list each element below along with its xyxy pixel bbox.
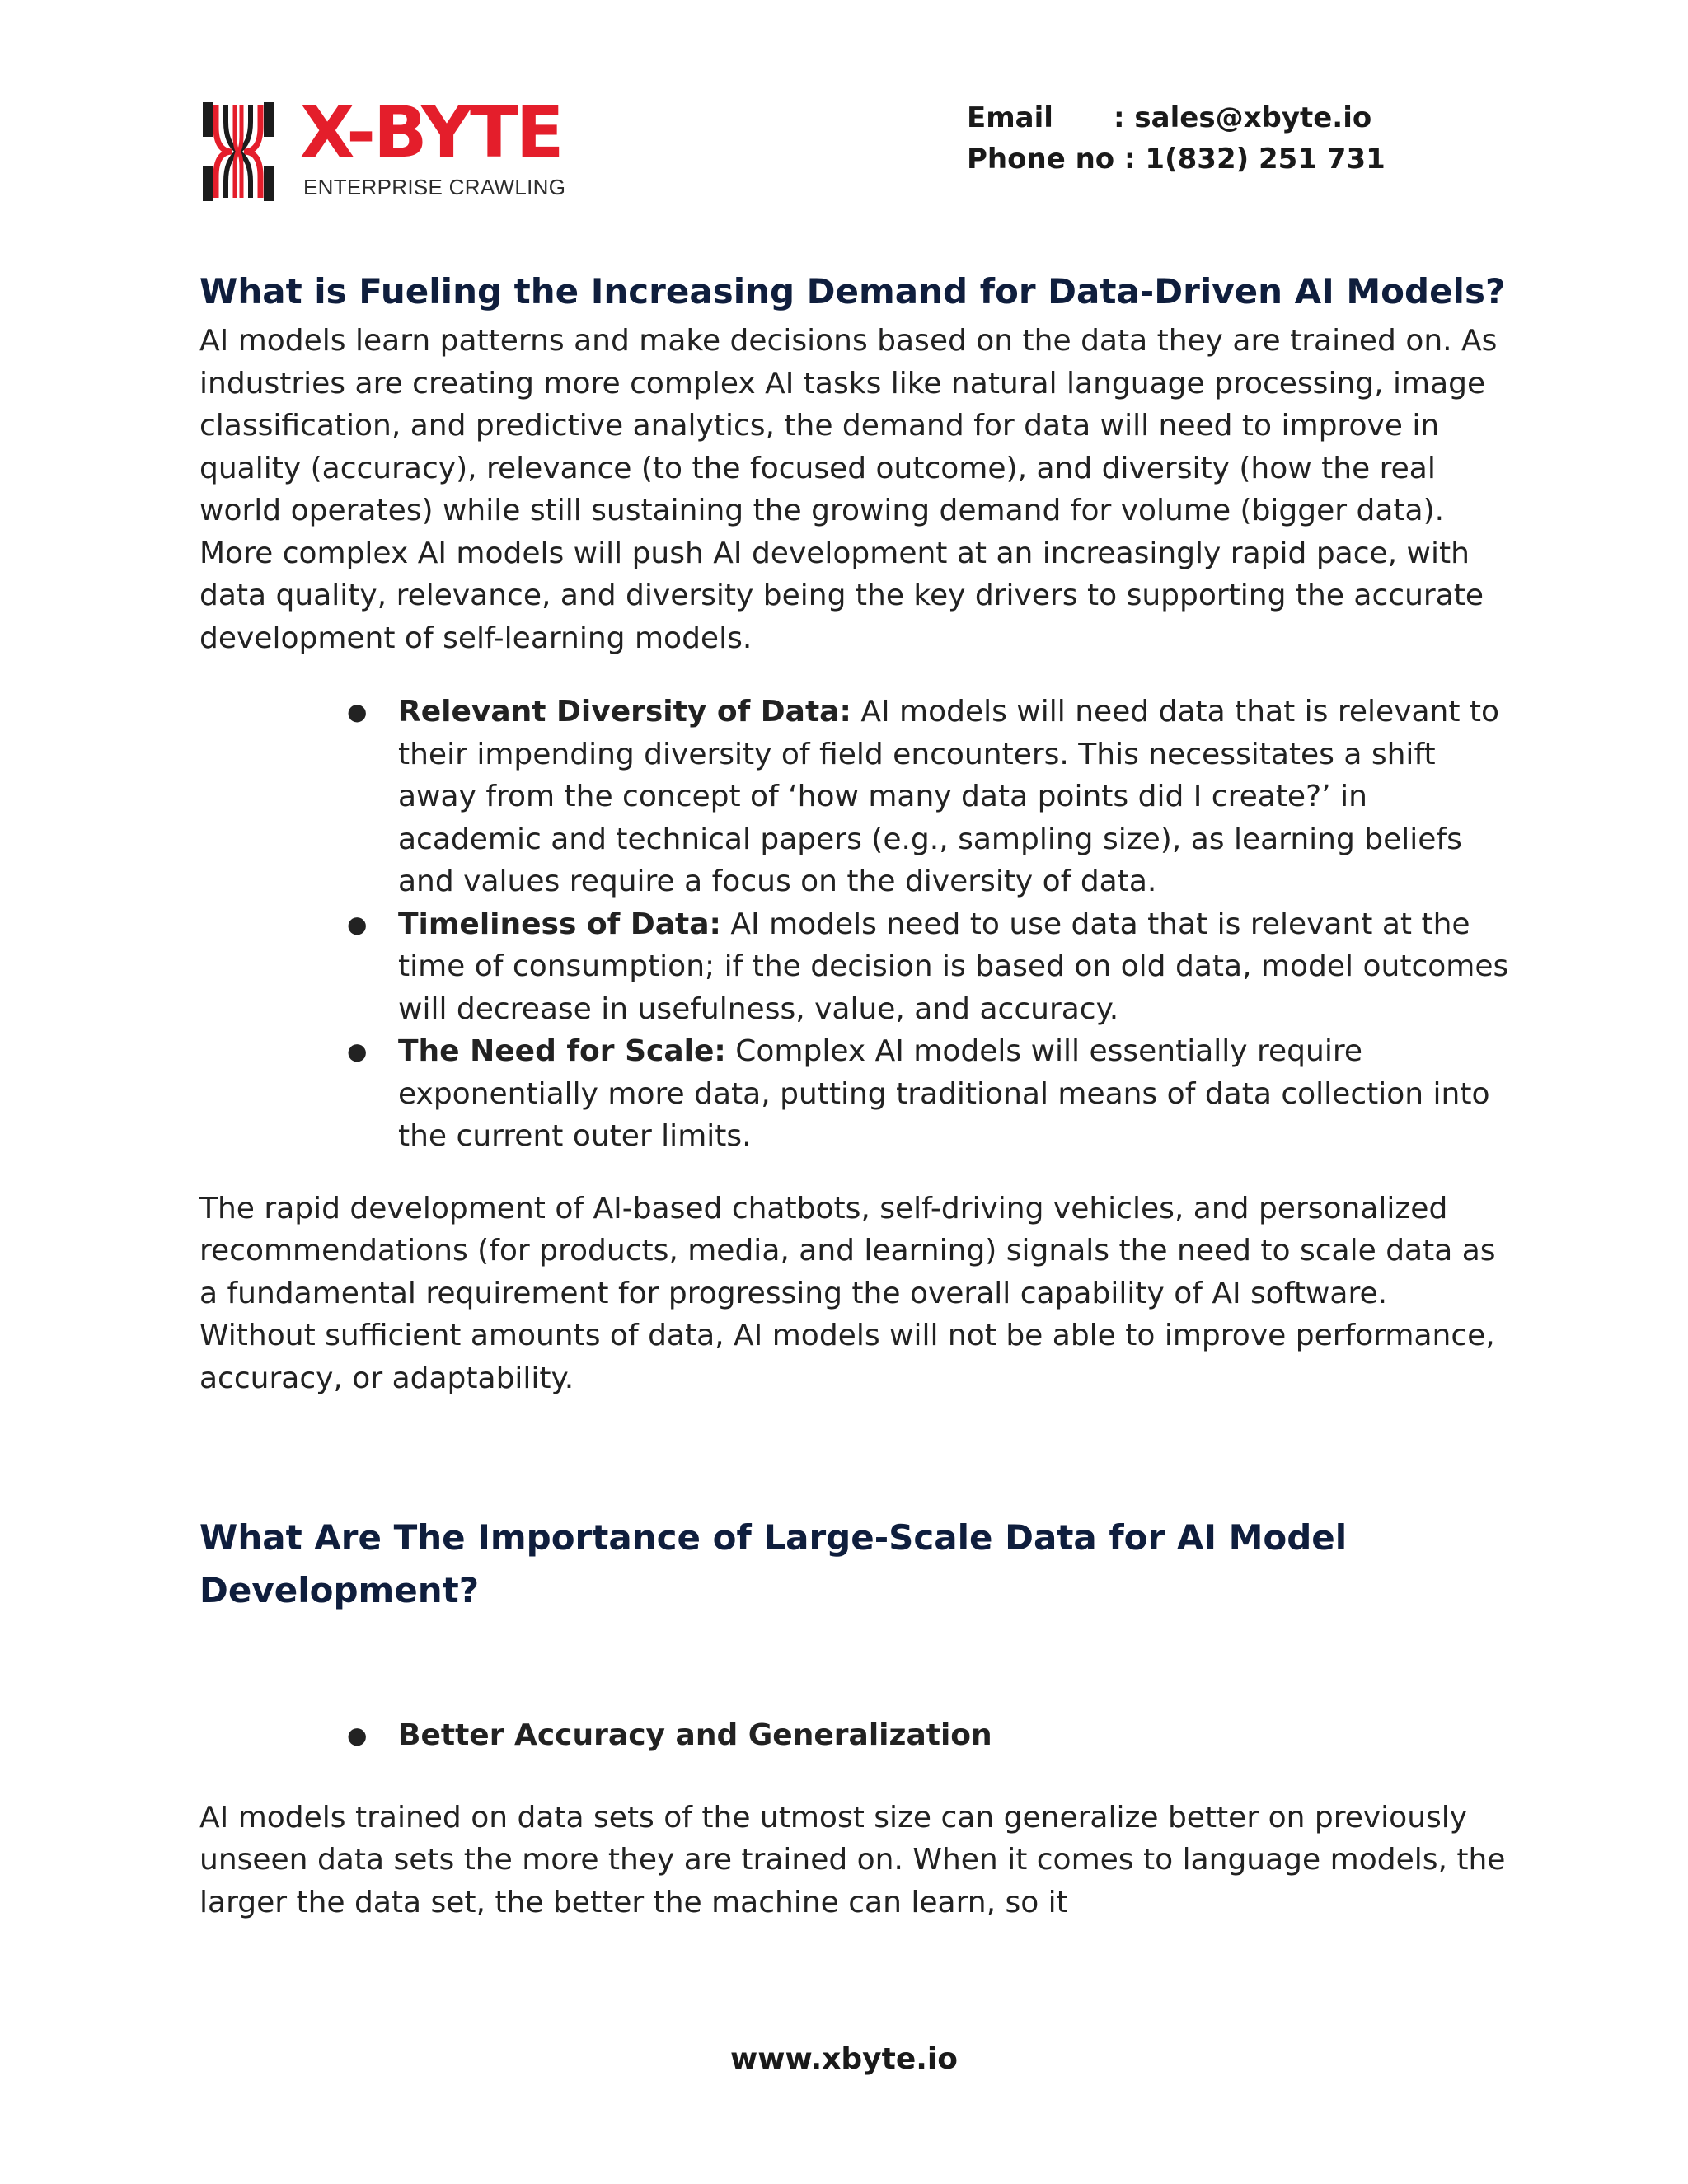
list-item: [199, 1030, 1510, 1158]
logo-tagline: ENTERPRISE CRAWLING: [303, 175, 566, 199]
list-item: [199, 691, 1510, 903]
section1-heading: What is Fueling the Increasing Demand for Data-Driven AI Models?: [199, 271, 1506, 312]
phone-value[interactable]: : 1(832) 251 731: [1124, 143, 1386, 176]
bullet-title: Timeliness of Data:: [398, 907, 721, 941]
x-byte-logo-mark-icon: [203, 102, 274, 201]
bullet-text: Complex AI models will essentially require exponentially more data, putting traditional means of data collection into the current outer limits.: [398, 1034, 1490, 1153]
section2-body-paragraph: AI models trained on data sets of the utmost size can generalize better on previously unseen data sets the more they are trained on. When it comes to language models, the larger the data set, the better the machine can learn, so it: [199, 1800, 1506, 1919]
section1-intro-paragraph: AI models learn patterns and make decisions based on the data they are trained on. As industries are creating more complex AI tasks like natural language processing, image classification, and predictive analytics, the demand for data will need to improve in quality (accuracy), relevance (to the focused outcome), and diversity (how the real world operates) while still sustaining the growing demand for volume (bigger data). More complex AI models will push AI development at an increasingly rapid pace, with data quality, relevance, and diversity being the key drivers to supporting the accurate development of self-learning models.: [199, 324, 1498, 655]
email-value[interactable]: : sales@xbyte.io: [1114, 101, 1372, 134]
bullet-icon: ●: [347, 698, 368, 725]
document-body: [199, 265, 1510, 1924]
email-label: Email: [967, 101, 1053, 134]
bullet-text: AI models need to use data that is relevant at the time of consumption; if the decision is based on old data, model outcomes will decrease in usefulness, value, and accuracy.: [398, 907, 1509, 1026]
list-item: [199, 903, 1510, 1031]
section2-heading: What Are The Importance of Large-Scale Data for AI Model Development?: [199, 1517, 1348, 1610]
section1-closing-paragraph: The rapid development of AI-based chatbots, self-driving vehicles, and personalized recommendations (for products, media, and learning) signals the need to scale data as a fundamental requirement for progressing the overall capability of AI software. Without sufficient amounts of data, AI models will not be able to improve performance, accuracy, or adaptability.: [199, 1191, 1496, 1395]
list-item: [199, 1714, 1510, 1757]
contact-email-row: [967, 97, 1386, 138]
bullet-title: Relevant Diversity of Data:: [398, 695, 851, 729]
bullet-icon: ●: [347, 1722, 368, 1749]
bullet-title: The Need for Scale:: [398, 1034, 726, 1068]
section1-bullet-list: [199, 691, 1510, 1158]
footer-website-link[interactable]: www.xbyte.io: [730, 2042, 958, 2076]
company-logo: [203, 91, 590, 201]
section2-bullet-list: [199, 1714, 1510, 1757]
phone-label: Phone no: [967, 143, 1115, 176]
bullet-icon: ●: [347, 910, 368, 938]
bullet-text: AI models will need data that is relevant to their impending diversity of field encounters. This necessitates a shift away from the concept of ‘how many data points did I create?’ in academic and technical papers (e.g., sampling size), as learning beliefs and values require a focus on the diversity of data.: [398, 695, 1500, 898]
bullet-icon: ●: [347, 1038, 368, 1065]
contact-info: [967, 97, 1386, 180]
logo-wordmark: X-BYTE: [300, 91, 562, 174]
bullet-title: Better Accuracy and Generalization: [398, 1718, 992, 1752]
contact-phone-row: [967, 138, 1386, 180]
